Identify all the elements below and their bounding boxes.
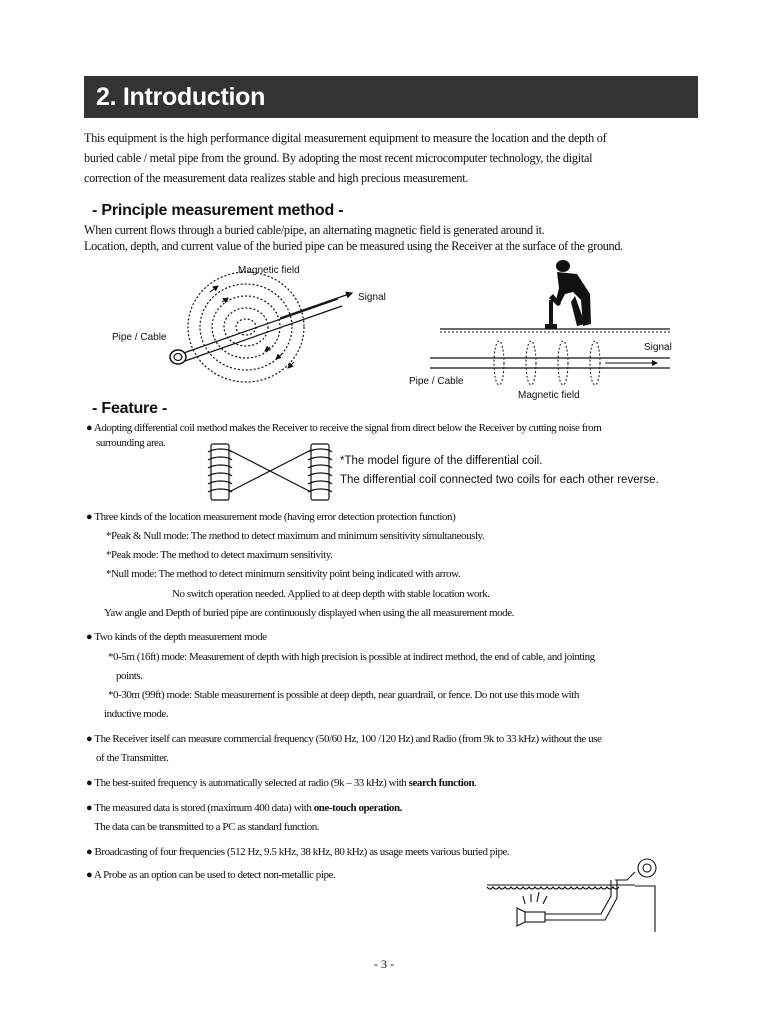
feature-item-2-line: *Peak mode: The method to detect maximum sensitivity. — [106, 549, 333, 561]
one-touch-emphasis: one-touch operation. — [313, 802, 402, 814]
intro-line: buried cable / metal pipe from the ground. By adopting the most recent microcomputer technology, the digital — [84, 151, 593, 165]
coil-note-2: The differential coil connected two coils for each other reverse. — [340, 474, 659, 486]
feature-heading: - Feature - — [92, 400, 168, 417]
pipe-cable-label-right: Pipe / Cable — [409, 376, 464, 387]
pipe-cable-label: Pipe / Cable — [112, 332, 167, 343]
differential-coil-diagram — [205, 442, 335, 502]
feature-item-6-line: The data can be transmitted to a PC as standard function. — [94, 821, 320, 833]
principle-line: Location, depth, and current value of the buried pipe can be measured using the Receiver at the surface of the ground. — [84, 239, 623, 253]
feature-item-8-line: ● A Probe as an option can be used to detect non-metallic pipe. — [86, 869, 336, 881]
feature-item-3-line: *0-5m (16ft) mode: Measurement of depth with high precision is possible at indirect method, the end of cable, and jointing — [108, 651, 595, 663]
principle-line: When current flows through a buried cable/pipe, an alternating magnetic field is generated around it. — [84, 223, 545, 237]
intro-line: This equipment is the high performance digital measurement equipment to measure the location and the depth of — [84, 131, 607, 145]
section-title: 2. Introduction — [96, 83, 266, 111]
feature-item-4-line: of the Transmitter. — [96, 752, 169, 764]
feature-item-3-line: *0-30m (99ft) mode: Stable measurement is possible at deep depth, near guardrail, or fence. Do not use this mode with — [108, 689, 579, 701]
feature-item-2-line: *Peak & Null mode: The method to detect maximum and minimum sensitivity simultaneously. — [106, 530, 485, 542]
signal-label-right: Signal — [644, 342, 672, 353]
receiver-operator-diagram — [425, 258, 685, 398]
feature-item-2-line: No switch operation needed. Applied to at deep depth with stable location work. — [172, 588, 490, 600]
magnetic-field-diagram — [100, 262, 400, 392]
feature-item-7-line: ● Broadcasting of four frequencies (512 Hz, 9.5 kHz, 38 kHz, 80 kHz) as usage meets various buried pipe. — [86, 846, 510, 858]
principle-heading: - Principle measurement method - — [92, 202, 344, 219]
magnetic-field-label-right: Magnetic field — [518, 390, 580, 401]
feature-item-3-line: points. — [116, 670, 143, 682]
feature-item-5-line: ● The best-suited frequency is automatically selected at radio (9k – 33 kHz) with search function. — [86, 777, 477, 789]
intro-line: correction of the measurement data realizes stable and high precious measurement. — [84, 171, 469, 185]
person-icon — [545, 260, 591, 329]
probe-diagram — [485, 856, 665, 936]
feature-item-1-line: ● Adopting differential coil method makes the Receiver to receive the signal from direct below the Receiver by cutting noise from — [86, 422, 602, 434]
coil-note-1: *The model figure of the differential coil. — [340, 455, 543, 467]
search-function-emphasis: search function — [408, 777, 475, 789]
feature-item-3-line: inductive mode. — [104, 708, 169, 720]
magnetic-field-label: Magnetic field — [238, 265, 300, 276]
page-number: - 3 - — [374, 957, 394, 971]
feature-item-3-line: ● Two kinds of the depth measurement mode — [86, 631, 267, 643]
signal-label: Signal — [358, 292, 386, 303]
feature-item-1-line: surrounding area. — [96, 437, 166, 449]
feature-item-2-line: *Null mode: The method to detect minimum sensitivity point being indicated with arrow. — [106, 568, 461, 580]
feature-item-2-line: Yaw angle and Depth of buried pipe are continuously displayed when using the all measurement mode. — [104, 607, 514, 619]
feature-item-4-line: ● The Receiver itself can measure commercial frequency (50/60 Hz, 100 /120 Hz) and Radio (from 9k to 33 kHz) without the use — [86, 733, 602, 745]
feature-item-6-line: ● The measured data is stored (maximum 400 data) with one-touch operation. — [86, 802, 402, 814]
intro-paragraph — [84, 128, 698, 188]
feature-item-2-line: ● Three kinds of the location measurement mode (having error detection protection function) — [86, 511, 456, 523]
